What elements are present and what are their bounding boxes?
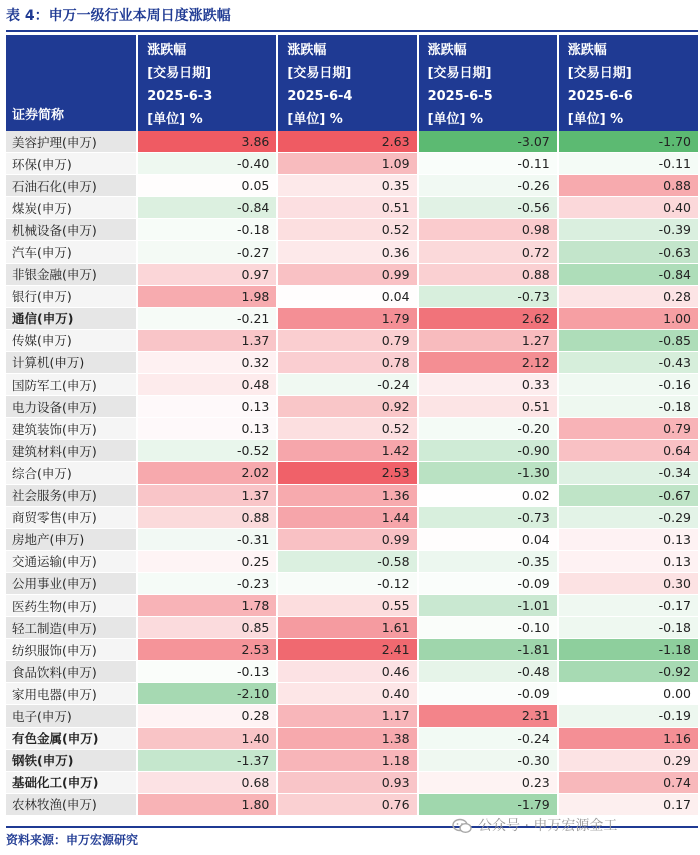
return-cell: 1.79 xyxy=(277,307,417,329)
return-cell: 0.40 xyxy=(277,683,417,705)
industry-name: 社会服务(申万) xyxy=(6,484,137,506)
return-cell: 0.13 xyxy=(558,528,698,550)
table-row xyxy=(6,440,698,462)
return-cell: 0.88 xyxy=(558,175,698,197)
return-cell: 2.12 xyxy=(418,351,558,373)
return-cell: 0.64 xyxy=(558,440,698,462)
return-cell: -2.10 xyxy=(137,683,277,705)
header-line: 涨跌幅 xyxy=(147,43,187,58)
industry-returns-table xyxy=(6,35,698,816)
header-line: 涨跌幅 xyxy=(287,43,327,58)
return-cell: 1.37 xyxy=(137,329,277,351)
table-row xyxy=(6,307,698,329)
return-cell: 0.04 xyxy=(418,528,558,550)
table-row xyxy=(6,484,698,506)
return-cell: 0.17 xyxy=(558,793,698,815)
return-cell: 0.76 xyxy=(277,793,417,815)
industry-name: 通信(申万) xyxy=(6,307,137,329)
return-cell: -0.58 xyxy=(277,550,417,572)
table-row xyxy=(6,617,698,639)
return-cell: 1.09 xyxy=(277,153,417,175)
return-cell: -0.16 xyxy=(558,374,698,396)
industry-name: 美容护理(申万) xyxy=(6,131,137,153)
return-cell: 1.37 xyxy=(137,484,277,506)
table-row xyxy=(6,594,698,616)
return-cell: 1.17 xyxy=(277,705,417,727)
industry-name: 家用电器(申万) xyxy=(6,683,137,705)
return-cell: -0.84 xyxy=(558,263,698,285)
table-row xyxy=(6,175,698,197)
return-cell: -0.18 xyxy=(558,396,698,418)
table-row xyxy=(6,506,698,528)
industry-name: 商贸零售(申万) xyxy=(6,506,137,528)
return-cell: -0.73 xyxy=(418,285,558,307)
header-line: 2025-6-6 xyxy=(567,89,633,104)
table-row xyxy=(6,219,698,241)
return-cell: -0.56 xyxy=(418,197,558,219)
industry-name: 机械设备(申万) xyxy=(6,219,137,241)
industry-name: 房地产(申万) xyxy=(6,528,137,550)
return-cell: -0.73 xyxy=(418,506,558,528)
table-row xyxy=(6,418,698,440)
return-cell: -1.01 xyxy=(418,594,558,616)
table-row xyxy=(6,153,698,175)
return-cell: -0.48 xyxy=(418,661,558,683)
return-cell: 0.40 xyxy=(558,197,698,219)
return-cell: -0.85 xyxy=(558,329,698,351)
return-cell: 1.44 xyxy=(277,506,417,528)
header-line: 2025-6-5 xyxy=(427,89,493,104)
watermark xyxy=(452,814,617,838)
industry-name: 食品饮料(申万) xyxy=(6,661,137,683)
return-cell: 1.78 xyxy=(137,594,277,616)
return-cell: 2.53 xyxy=(137,639,277,661)
table-row xyxy=(6,661,698,683)
table-row xyxy=(6,241,698,263)
return-cell: -0.39 xyxy=(558,219,698,241)
table-row xyxy=(6,749,698,771)
header-row xyxy=(6,35,698,131)
return-cell: 0.55 xyxy=(277,594,417,616)
return-cell: 2.62 xyxy=(418,307,558,329)
return-cell: 0.13 xyxy=(558,550,698,572)
return-cell: -1.81 xyxy=(418,639,558,661)
header-line: 涨跌幅 xyxy=(427,43,467,58)
return-cell: -0.19 xyxy=(558,705,698,727)
industry-name: 建筑装饰(申万) xyxy=(6,418,137,440)
return-cell: -0.12 xyxy=(277,572,417,594)
return-cell: 0.02 xyxy=(418,484,558,506)
header-line: [单位] % xyxy=(287,112,343,127)
industry-name: 医药生物(申万) xyxy=(6,594,137,616)
industry-name: 环保(申万) xyxy=(6,153,137,175)
return-cell: 0.79 xyxy=(558,418,698,440)
return-cell: 1.98 xyxy=(137,285,277,307)
industry-name: 轻工制造(申万) xyxy=(6,617,137,639)
header-line: [交易日期] xyxy=(427,66,492,81)
return-cell: -0.90 xyxy=(418,440,558,462)
return-cell: -0.29 xyxy=(558,506,698,528)
return-cell: -0.18 xyxy=(137,219,277,241)
return-cell: -0.10 xyxy=(418,617,558,639)
return-cell: -0.11 xyxy=(558,153,698,175)
table-row xyxy=(6,197,698,219)
table-row xyxy=(6,550,698,572)
industry-name: 综合(申万) xyxy=(6,462,137,484)
return-cell: 0.46 xyxy=(277,661,417,683)
table-title: 表 4：申万一级行业本周日度涨跌幅 xyxy=(6,8,231,24)
header-line: [单位] % xyxy=(427,112,483,127)
industry-name: 电力设备(申万) xyxy=(6,396,137,418)
table-row xyxy=(6,793,698,815)
return-cell: 0.51 xyxy=(418,396,558,418)
industry-name: 公用事业(申万) xyxy=(6,572,137,594)
industry-name: 国防军工(申万) xyxy=(6,374,137,396)
return-cell: -0.24 xyxy=(418,727,558,749)
return-cell: 0.52 xyxy=(277,418,417,440)
return-cell: -3.07 xyxy=(418,131,558,153)
return-cell: 1.40 xyxy=(137,727,277,749)
header-line: [单位] % xyxy=(147,112,203,127)
industry-name: 银行(申万) xyxy=(6,285,137,307)
industry-name: 农林牧渔(申万) xyxy=(6,793,137,815)
return-cell: 0.36 xyxy=(277,241,417,263)
table-row xyxy=(6,131,698,153)
return-cell: 0.04 xyxy=(277,285,417,307)
return-cell: 0.68 xyxy=(137,771,277,793)
industry-name: 电子(申万) xyxy=(6,705,137,727)
return-cell: 0.48 xyxy=(137,374,277,396)
industry-name: 钢铁(申万) xyxy=(6,749,137,771)
table-row xyxy=(6,572,698,594)
table-row xyxy=(6,374,698,396)
return-cell: 0.28 xyxy=(137,705,277,727)
return-cell: -0.17 xyxy=(558,594,698,616)
return-cell: 1.27 xyxy=(418,329,558,351)
return-cell: -0.30 xyxy=(418,749,558,771)
return-cell: 1.16 xyxy=(558,727,698,749)
return-cell: 2.63 xyxy=(277,131,417,153)
source-note: 资料来源：申万宏源研究 xyxy=(6,833,139,847)
return-cell: 0.32 xyxy=(137,351,277,373)
return-cell: 1.80 xyxy=(137,793,277,815)
return-cell: -0.23 xyxy=(137,572,277,594)
return-cell: -1.79 xyxy=(418,793,558,815)
return-cell: -0.24 xyxy=(277,374,417,396)
header-stub-label: 证券简称 xyxy=(12,108,65,123)
industry-name: 汽车(申万) xyxy=(6,241,137,263)
header-line: 2025-6-3 xyxy=(147,89,213,104)
return-cell: -0.92 xyxy=(558,661,698,683)
industry-name: 纺织服饰(申万) xyxy=(6,639,137,661)
return-cell: 1.61 xyxy=(277,617,417,639)
table-row xyxy=(6,351,698,373)
return-cell: -1.37 xyxy=(137,749,277,771)
return-cell: -0.67 xyxy=(558,484,698,506)
return-cell: 0.13 xyxy=(137,418,277,440)
wechat-icon xyxy=(452,818,472,834)
header-col-2 xyxy=(277,35,417,131)
title-divider xyxy=(6,30,698,32)
industry-name: 石油石化(申万) xyxy=(6,175,137,197)
return-cell: -0.35 xyxy=(418,550,558,572)
return-cell: 0.51 xyxy=(277,197,417,219)
return-cell: 0.78 xyxy=(277,351,417,373)
return-cell: 1.36 xyxy=(277,484,417,506)
return-cell: 0.88 xyxy=(137,506,277,528)
return-cell: 0.99 xyxy=(277,263,417,285)
return-cell: -1.18 xyxy=(558,639,698,661)
return-cell: 0.92 xyxy=(277,396,417,418)
industry-name: 建筑材料(申万) xyxy=(6,440,137,462)
return-cell: 0.00 xyxy=(558,683,698,705)
return-cell: -0.84 xyxy=(137,197,277,219)
table-row xyxy=(6,727,698,749)
return-cell: 0.98 xyxy=(418,219,558,241)
table-row xyxy=(6,639,698,661)
return-cell: 0.23 xyxy=(418,771,558,793)
table-row xyxy=(6,329,698,351)
header-line: 2025-6-4 xyxy=(287,89,353,104)
return-cell: 0.88 xyxy=(418,263,558,285)
return-cell: 3.86 xyxy=(137,131,277,153)
table-row xyxy=(6,462,698,484)
return-cell: 0.25 xyxy=(137,550,277,572)
return-cell: -0.09 xyxy=(418,683,558,705)
header-col-1 xyxy=(137,35,277,131)
return-cell: 1.42 xyxy=(277,440,417,462)
return-cell: 0.99 xyxy=(277,528,417,550)
return-cell: 2.02 xyxy=(137,462,277,484)
header-line: 涨跌幅 xyxy=(567,43,607,58)
return-cell: 1.18 xyxy=(277,749,417,771)
return-cell: 0.93 xyxy=(277,771,417,793)
industry-name: 有色金属(申万) xyxy=(6,727,137,749)
return-cell: -0.21 xyxy=(137,307,277,329)
return-cell: -0.31 xyxy=(137,528,277,550)
return-cell: 2.31 xyxy=(418,705,558,727)
header-line: [单位] % xyxy=(567,112,624,127)
return-cell: 0.05 xyxy=(137,175,277,197)
return-cell: -0.18 xyxy=(558,617,698,639)
return-cell: 0.13 xyxy=(137,396,277,418)
table-row xyxy=(6,771,698,793)
return-cell: 0.72 xyxy=(418,241,558,263)
industry-name: 非银金融(申万) xyxy=(6,263,137,285)
header-line: [交易日期] xyxy=(147,66,212,81)
return-cell: 1.38 xyxy=(277,727,417,749)
return-cell: -0.34 xyxy=(558,462,698,484)
return-cell: -0.43 xyxy=(558,351,698,373)
return-cell: 0.74 xyxy=(558,771,698,793)
table-row xyxy=(6,263,698,285)
table-row xyxy=(6,705,698,727)
return-cell: 0.35 xyxy=(277,175,417,197)
header-line: [交易日期] xyxy=(287,66,352,81)
header-line: [交易日期] xyxy=(567,66,632,81)
table-body xyxy=(6,131,698,815)
return-cell: -0.63 xyxy=(558,241,698,263)
return-cell: 0.52 xyxy=(277,219,417,241)
header-stub xyxy=(6,35,137,131)
return-cell: 0.28 xyxy=(558,285,698,307)
table-row xyxy=(6,683,698,705)
return-cell: 0.79 xyxy=(277,329,417,351)
return-cell: -0.40 xyxy=(137,153,277,175)
return-cell: -0.20 xyxy=(418,418,558,440)
return-cell: 0.30 xyxy=(558,572,698,594)
return-cell: 0.85 xyxy=(137,617,277,639)
industry-name: 交通运输(申万) xyxy=(6,550,137,572)
watermark-text: 公众号 · 申万宏源金工 xyxy=(478,818,618,834)
header-col-4 xyxy=(558,35,698,131)
return-cell: -0.11 xyxy=(418,153,558,175)
return-cell: 2.41 xyxy=(277,639,417,661)
table-row xyxy=(6,285,698,307)
industry-name: 基础化工(申万) xyxy=(6,771,137,793)
return-cell: -1.70 xyxy=(558,131,698,153)
return-cell: 2.53 xyxy=(277,462,417,484)
return-cell: -0.26 xyxy=(418,175,558,197)
return-cell: 0.29 xyxy=(558,749,698,771)
return-cell: -1.30 xyxy=(418,462,558,484)
return-cell: 0.33 xyxy=(418,374,558,396)
header-col-3 xyxy=(418,35,558,131)
return-cell: -0.27 xyxy=(137,241,277,263)
return-cell: -0.09 xyxy=(418,572,558,594)
return-cell: 1.00 xyxy=(558,307,698,329)
table-row xyxy=(6,396,698,418)
industry-name: 煤炭(申万) xyxy=(6,197,137,219)
return-cell: -0.13 xyxy=(137,661,277,683)
industry-name: 计算机(申万) xyxy=(6,351,137,373)
return-cell: 0.97 xyxy=(137,263,277,285)
return-cell: -0.52 xyxy=(137,440,277,462)
table-row xyxy=(6,528,698,550)
industry-name: 传媒(申万) xyxy=(6,329,137,351)
